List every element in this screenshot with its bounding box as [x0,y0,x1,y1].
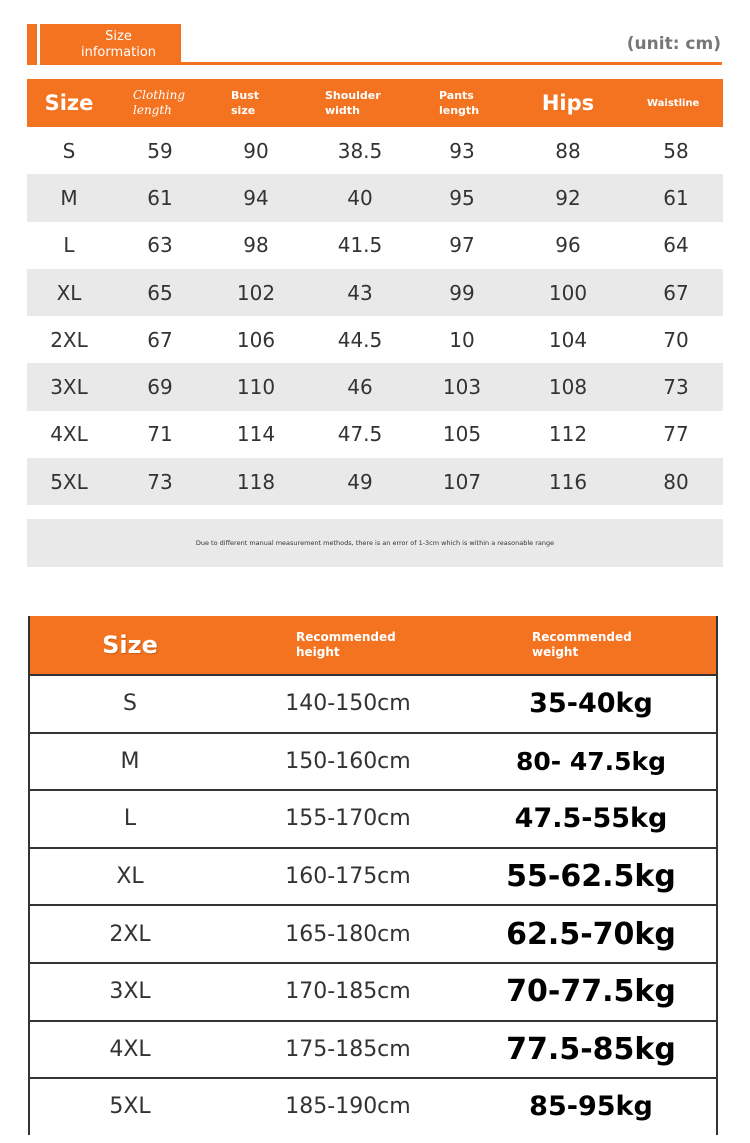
col-recommended-height: Recommended height [296,630,396,659]
table-row [27,316,723,363]
table-cell-height: 165-180cm [285,921,411,947]
table-cell-size: 2XL [109,921,151,947]
table-cell: 108 [548,375,588,400]
table-cell: 104 [548,327,588,352]
table-cell-size: 5XL [109,1094,151,1120]
table-cell-size: XL [116,864,144,890]
table-cell-size: S [123,691,137,717]
table-cell-size: 3XL [109,979,151,1005]
table-cell: 67 [147,327,173,352]
table-cell: 80 [663,469,689,494]
col-waistline: Waistline [647,97,700,109]
table-cell-height: 185-190cm [285,1094,411,1120]
table-cell-weight: 62.5-70kg [506,916,676,952]
table-row [30,904,716,962]
table-cell-weight: 80- 47.5kg [515,746,667,776]
table-cell: 94 [243,185,269,210]
table-cell: 112 [548,422,588,447]
table-cell: 61 [147,185,173,210]
table-cell-height: 155-170cm [285,806,411,832]
table-cell: 95 [449,185,475,210]
table-cell: 67 [663,280,689,305]
table-cell: 106 [236,327,276,352]
size-info-tab-line1: Size [105,29,132,44]
table-cell: 92 [555,185,581,210]
table-cell: 49 [347,469,373,494]
table-cell: 96 [555,233,581,258]
table-cell-weight: 35-40kg [529,688,653,720]
table-cell: 38.5 [337,138,383,163]
table-row [30,1020,716,1078]
col-hips: Hips [541,91,595,115]
recommend-table-body [30,674,716,1135]
table-cell: 4XL [50,422,88,447]
table-cell: 61 [663,185,689,210]
table-cell: 3XL [50,375,88,400]
table-row [30,847,716,905]
table-cell: 88 [555,138,581,163]
col-clothing-length: Clothing length [133,88,186,117]
table-cell-height: 170-185cm [285,979,411,1005]
table-cell: 103 [442,375,482,400]
col-size: Size [44,91,94,115]
table-cell-weight: 77.5-85kg [506,1031,676,1067]
table-row [30,732,716,790]
table-cell-height: 150-160cm [285,748,411,774]
table-cell: 93 [449,138,475,163]
table-cell: M [60,185,78,210]
table-cell: 69 [147,375,173,400]
table-cell: 100 [548,280,588,305]
table-cell-weight: 47.5-55kg [514,803,668,835]
table-cell: 70 [663,327,689,352]
size-info-tab-line2: information [80,45,157,60]
table-cell: 90 [243,138,269,163]
col-pants-length: Pants length [439,89,480,117]
table-cell: 110 [236,375,276,400]
col-size: Size [102,631,158,659]
table-cell: 58 [663,138,689,163]
size-table-header [27,79,723,127]
table-row [27,269,723,316]
table-cell: 73 [147,469,173,494]
table-cell-height: 175-185cm [285,1036,411,1062]
table-cell: 102 [236,280,276,305]
table-cell: 116 [548,469,588,494]
table-cell: 105 [442,422,482,447]
table-cell: 107 [442,469,482,494]
table-row [30,789,716,847]
table-cell: 71 [147,422,173,447]
table-cell-weight: 85-95kg [529,1091,653,1123]
table-cell: 118 [236,469,276,494]
measurement-note: Due to different manual measurement methods, there is an error of 1-3cm which is within a reasonable range [27,519,723,567]
table-row [27,127,723,174]
table-cell: 99 [449,280,475,305]
col-recommended-weight: Recommended weight [532,630,632,659]
unit-label: (unit: cm) [626,34,721,54]
table-cell: XL [56,280,82,305]
table-row [30,962,716,1020]
table-cell: 41.5 [337,233,383,258]
table-cell: 98 [243,233,269,258]
table-cell-height: 160-175cm [285,864,411,890]
table-row [27,174,723,221]
table-cell: 44.5 [337,327,383,352]
table-cell: 65 [147,280,173,305]
header-accent-bar [27,24,37,65]
table-cell: 40 [347,185,373,210]
table-cell: 10 [449,327,475,352]
table-cell: 63 [147,233,173,258]
table-cell: 114 [236,422,276,447]
table-row [30,674,716,732]
recommend-table-header [30,616,716,674]
table-row [27,411,723,458]
table-row [27,222,723,269]
col-bust-size: Bust size [231,89,260,117]
table-cell: 46 [347,375,373,400]
table-cell: 5XL [50,469,88,494]
table-cell: L [63,233,75,258]
table-row [30,1077,716,1135]
size-table-body [27,127,723,505]
table-cell: 77 [663,422,689,447]
recommend-table [28,616,718,1135]
table-cell-size: M [120,748,140,774]
table-cell-size: 4XL [109,1036,151,1062]
table-row [27,458,723,505]
table-cell-weight: 70-77.5kg [506,974,676,1010]
table-cell-height: 140-150cm [285,691,411,717]
col-shoulder-width: Shoulder width [325,89,381,117]
table-cell: 43 [347,280,373,305]
size-table [27,79,723,505]
table-cell: 59 [147,138,173,163]
size-info-tab [40,24,181,65]
table-row [27,363,723,410]
table-cell: S [62,138,76,163]
table-cell: 73 [663,375,689,400]
table-cell: 64 [663,233,689,258]
table-cell-weight: 55-62.5kg [506,859,676,895]
table-cell: 2XL [50,327,88,352]
table-cell-size: L [123,806,137,832]
header-underline [181,62,722,65]
table-cell: 47.5 [337,422,383,447]
table-cell: 97 [449,233,475,258]
